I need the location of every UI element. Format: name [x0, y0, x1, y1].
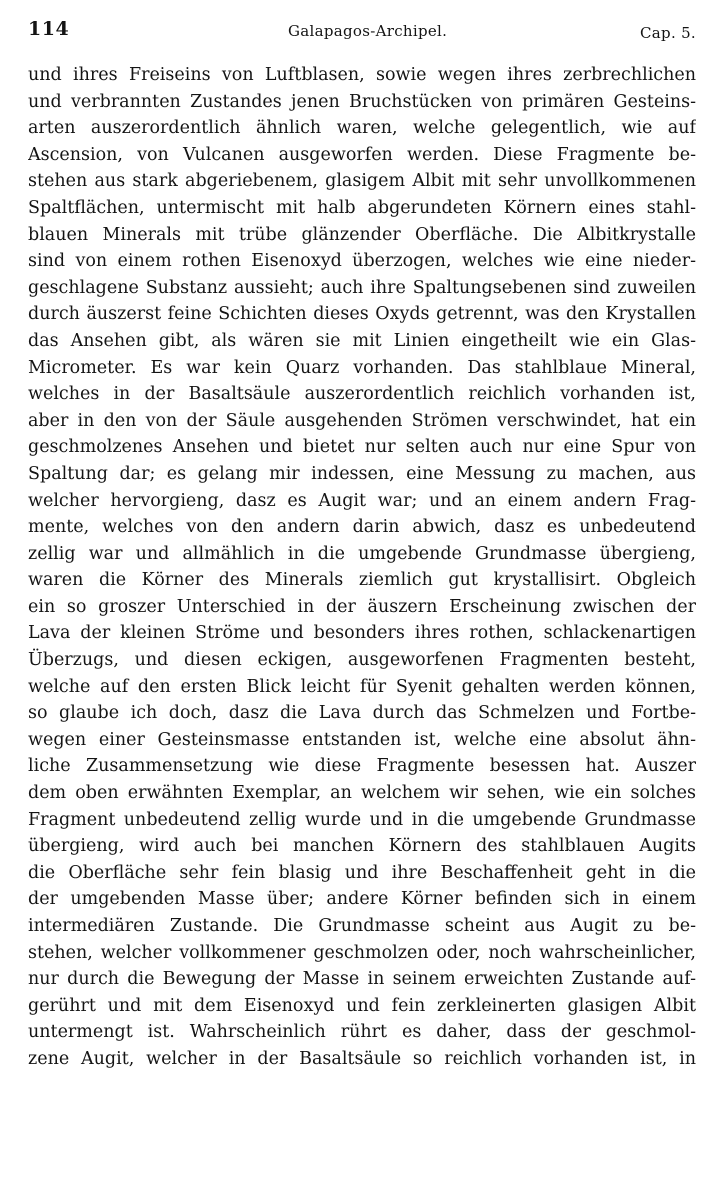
text-line: ein so groszer Unterschied in der äuszern Erscheinung zwischen der	[28, 596, 696, 617]
text-line: gerührt und mit dem Eisenoxyd und fein zerkleinerten glasigen Albit	[28, 995, 696, 1016]
page-number: 114	[28, 18, 70, 40]
text-line: untermengt ist. Wahrscheinlich rührt es daher, dass der geschmol-	[28, 1022, 696, 1043]
text-line: das Ansehen gibt, als wären sie mit Linien eingetheilt wie ein Glas-	[28, 330, 696, 351]
text-line: übergieng, wird auch bei manchen Körnern des stahlblauen Augits	[28, 836, 696, 857]
text-line: welcher hervorgieng, dasz es Augit war; und an einem andern Frag-	[28, 490, 696, 511]
text-line: welche auf den ersten Blick leicht für Syenit gehalten werden können,	[28, 676, 696, 697]
text-line: Überzugs, und diesen eckigen, ausgeworfenen Fragmenten besteht,	[28, 650, 696, 671]
text-line: Micrometer. Es war kein Quarz vorhanden. Das stahlblaue Mineral,	[28, 357, 696, 378]
text-line: sind von einem rothen Eisenoxyd überzogen, welches wie eine nieder-	[28, 251, 696, 272]
text-line: so glaube ich doch, dasz die Lava durch das Schmelzen und Fortbe-	[28, 703, 696, 724]
body-text	[28, 62, 696, 1073]
running-title: Galapagos-Archipel.	[288, 22, 448, 40]
text-line: und ihres Freiseins von Luftblasen, sowie wegen ihres zerbrechlichen	[28, 65, 696, 85]
text-line: mente, welches von den andern darin abwich, dasz es unbedeutend	[28, 517, 696, 538]
text-line: der umgebenden Masse über; andere Körner befinden sich in einem	[28, 889, 696, 910]
text-line: dem oben erwähnten Exemplar, an welchem wir sehen, wie ein solches	[28, 783, 696, 804]
text-line: arten auszerordentlich ähnlich waren, welche gelegentlich, wie auf	[28, 118, 696, 139]
text-line: intermediären Zustande. Die Grundmasse scheint aus Augit zu be-	[28, 916, 696, 936]
text-line: aber in den von der Säule ausgehenden Strömen verschwindet, hat ein	[28, 410, 696, 431]
text-line: Spaltung dar; es gelang mir indessen, eine Messung zu machen, aus	[28, 463, 696, 484]
running-head	[28, 14, 696, 44]
text-line: blauen Minerals mit trübe glänzender Oberfläche. Die Albitkrystalle	[28, 224, 696, 245]
text-line: geschmolzenes Ansehen und bietet nur selten auch nur eine Spur von	[28, 437, 696, 458]
text-line: durch äuszerst feine Schichten dieses Oxyds getrennt, was den Krystallen	[28, 304, 696, 325]
text-line: liche Zusammensetzung wie diese Fragmente besessen hat. Auszer	[28, 756, 696, 777]
text-line: stehen, welcher vollkommener geschmolzen oder, noch wahrscheinlicher,	[28, 942, 696, 963]
chapter-label: Cap. 5.	[640, 24, 696, 42]
text-line: waren die Körner des Minerals ziemlich gut krystallisirt. Obgleich	[28, 570, 696, 591]
text-line: welches in der Basaltsäule auszerordentlich reichlich vorhanden ist,	[28, 384, 696, 405]
text-line: Ascension, von Vulcanen ausgeworfen werden. Diese Fragmente be-	[28, 144, 696, 165]
text-line: zene Augit, welcher in der Basaltsäule so reichlich vorhanden ist, in	[28, 1048, 696, 1069]
text-line: Spaltflächen, untermischt mit halb abgerundeten Körnern eines stahl-	[28, 197, 696, 218]
text-line: die Oberfläche sehr fein blasig und ihre Beschaffenheit geht in die	[28, 862, 696, 883]
text-line: geschlagene Substanz aussieht; auch ihre Spaltungsebenen sind zuweilen	[28, 277, 696, 298]
text-line: wegen einer Gesteinsmasse entstanden ist, welche eine absolut ähn-	[28, 729, 696, 750]
text-line: nur durch die Bewegung der Masse in seinem erweichten Zustande auf-	[28, 969, 696, 990]
text-line: und verbrannten Zustandes jenen Bruchstücken von primären Gesteins-	[28, 91, 696, 112]
text-line: Lava der kleinen Ströme und besonders ihres rothen, schlackenartigen	[28, 623, 696, 644]
text-line: stehen aus stark abgeriebenem, glasigem Albit mit sehr unvollkommenen	[28, 171, 696, 192]
text-line: zellig war und allmählich in die umgebende Grundmasse übergieng,	[28, 543, 696, 564]
text-line: Fragment unbedeutend zellig wurde und in die umgebende Grundmasse	[28, 809, 696, 830]
